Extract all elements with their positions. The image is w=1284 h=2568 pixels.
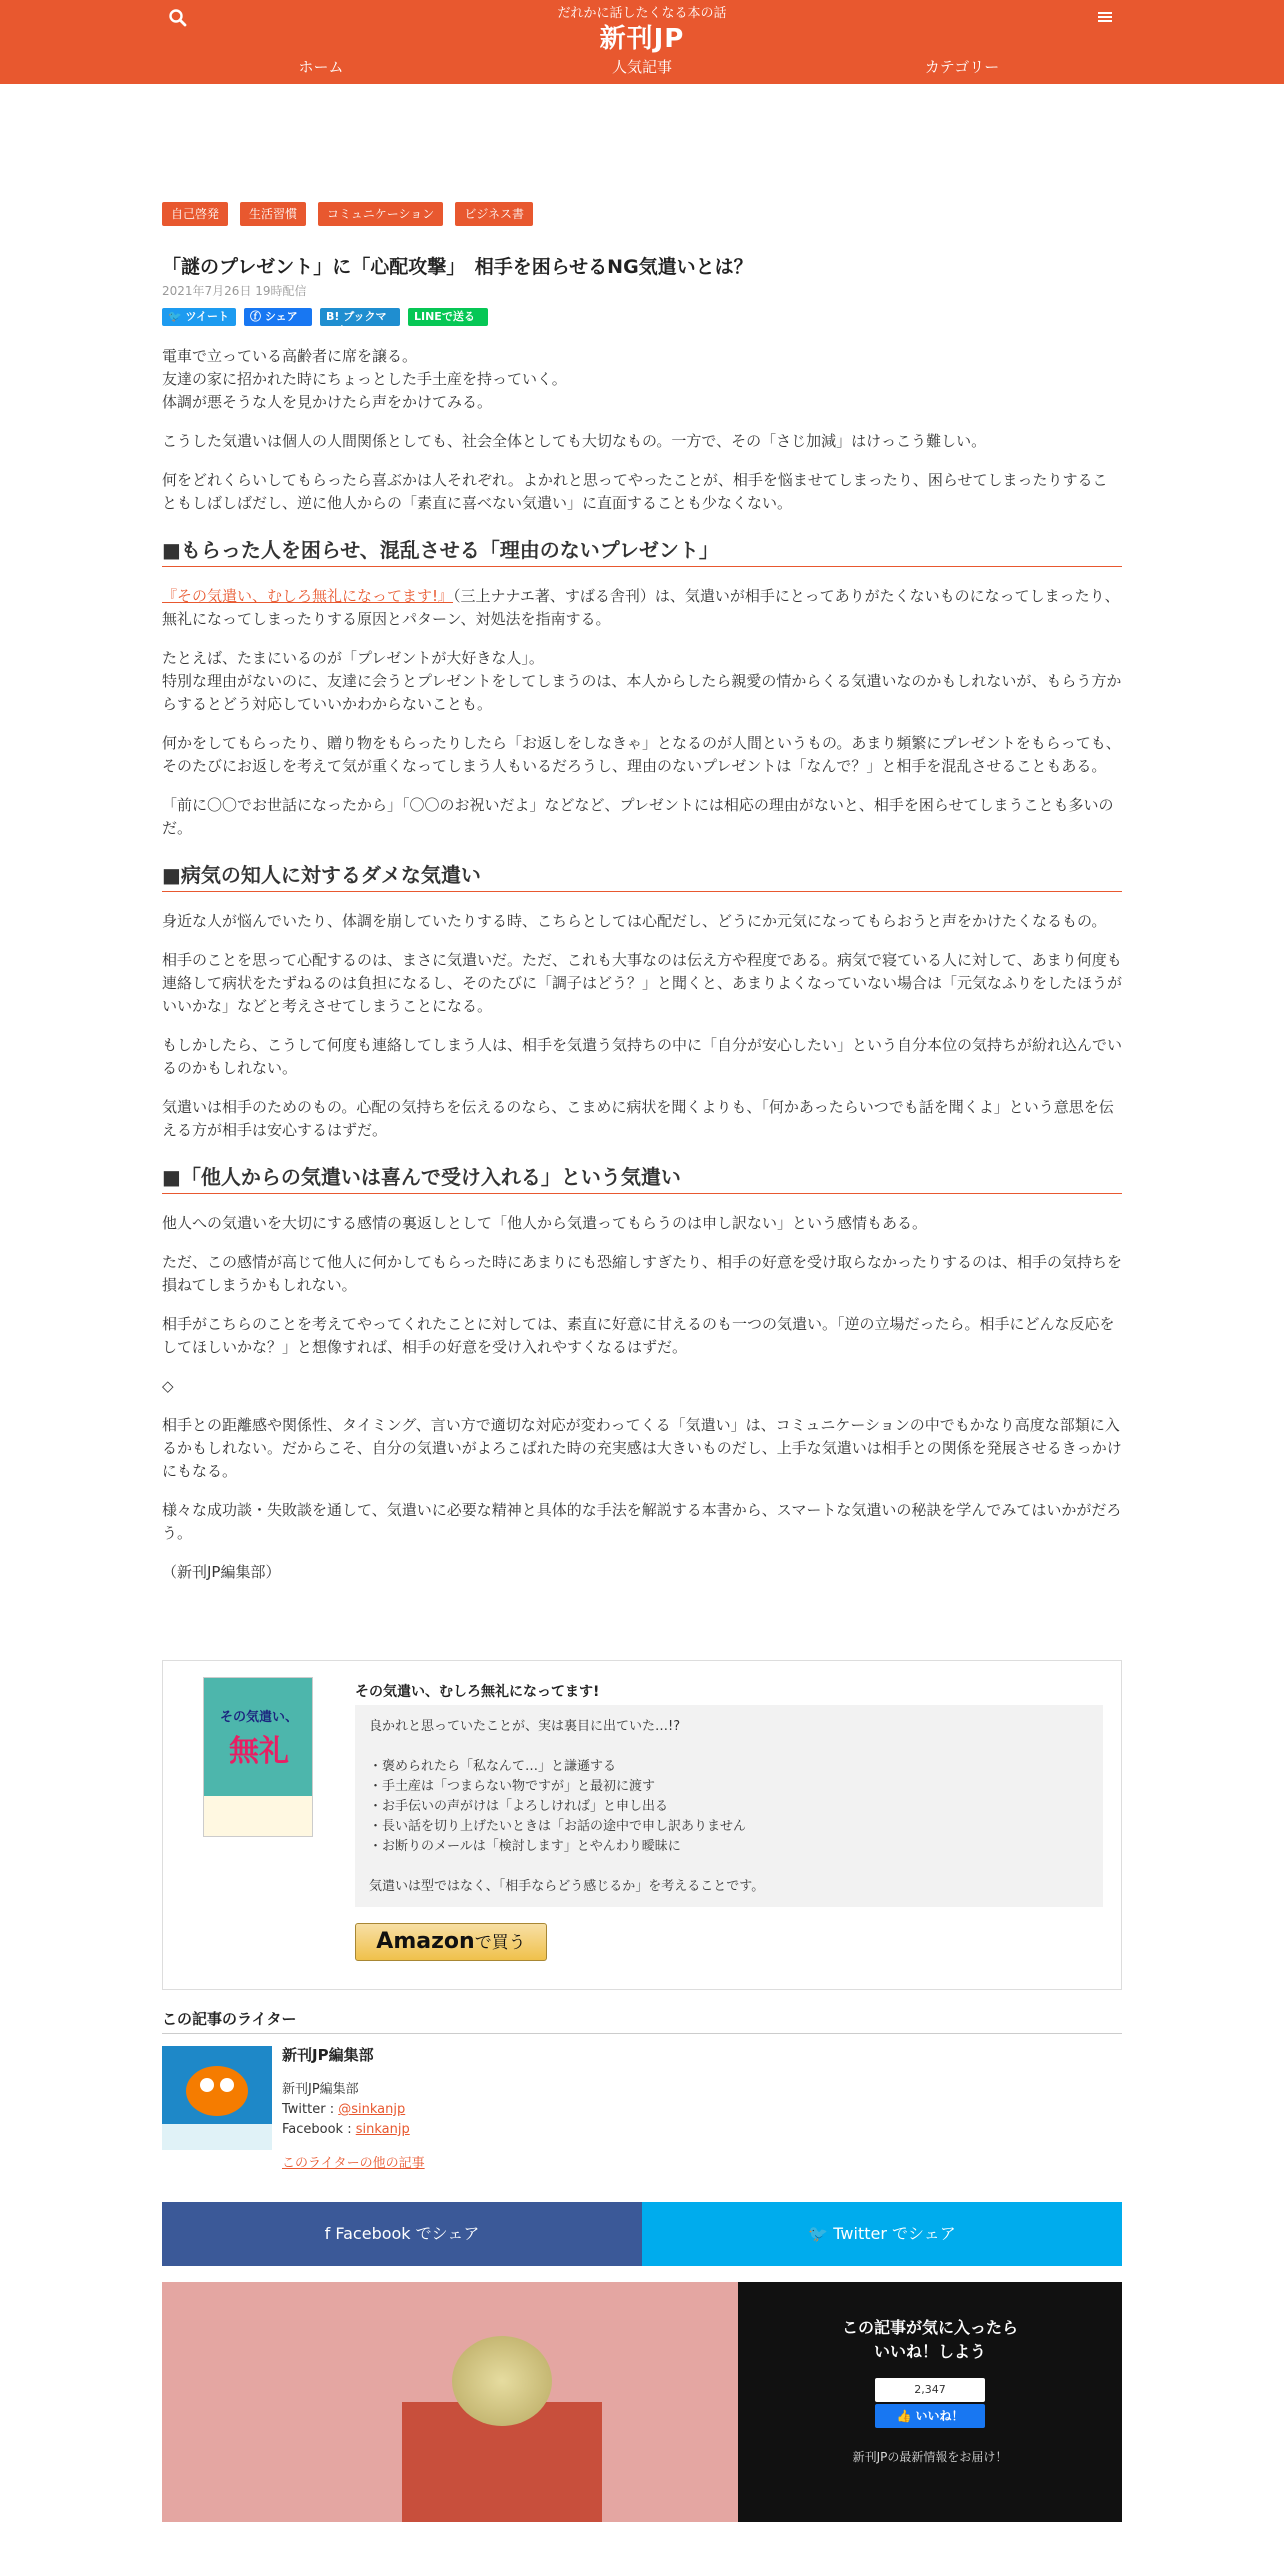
search-icon[interactable] — [168, 8, 188, 28]
writer-name: 新刊JP編集部 — [282, 2046, 374, 2064]
tag-communication[interactable]: コミュニケーション — [318, 202, 443, 226]
twitter-share-large-button[interactable]: 🐦 Twitter でシェア — [642, 2202, 1122, 2266]
writer-info: 新刊JP編集部 Twitter : @sinkanjp Facebook : sinkanjp — [282, 2082, 410, 2137]
paragraph: 気遣いは相手のためのもの。心配の気持ちを伝えるのなら、こまめに病状を聞くよりも、「何かあったらいつでも話を聞くよ」という意思を伝える方が相手は安心するはずだ。 — [162, 1098, 1114, 1139]
paragraph: 相手との距離感や関係性、タイミング、言い方で適切な対応が変わってくる「気遣い」は、コミュニケーションの中でもかなり高度な部類に入るかもしれない。だからこそ、自分の気遣いがよろこばれた時の充実感は大きいものだし、上手な気遣いは相手との関係を発展させるきっかけにもなる。 — [162, 1416, 1122, 1480]
facebook-share-button[interactable]: ⓕ シェア — [244, 308, 312, 326]
paragraph: もしかしたら、こうして何度も連絡してしまう人は、相手を気遣う気持ちの中に「自分が安心したい」という自分本位の気持ちが紛れ込んでいるのかもしれない。 — [162, 1036, 1123, 1077]
twitter-icon: 🐦 — [808, 2224, 829, 2243]
book-info-box — [162, 1660, 1122, 1990]
writer-heading: この記事のライター — [162, 2008, 1122, 2034]
like-note: 新刊JPの最新情報をお届け！ — [852, 2450, 1008, 2464]
section-heading: ■病気の知人に対するダメな気遣い — [162, 864, 1122, 892]
paragraph: 何をどれくらいしてもらったら喜ぶかは人それぞれ。よかれと思ってやったことが、相手を悩ませてしまったり、困らせてしまったりすることもしばしばだし、逆に他人からの「素直に喜べない気遣い」に直面することも少なくない。 — [162, 471, 1108, 512]
facebook-share-large-button[interactable]: f Facebook でシェア — [162, 2202, 642, 2266]
nav-category[interactable]: カテゴリー — [924, 58, 1000, 76]
paragraph: 相手のことを思って心配するのは、まさに気遣いだ。ただ、これも大事なのは伝え方や程度である。病気で寝ている人に対して、あまり何度も連絡して病状をたずねるのは負担になるし、そのたびに「調子はどう？」と聞くと、あまりよくなっていない場合は「元気なふりをしたほうがいいかな」などと考えさせてしまうことになる。 — [162, 951, 1123, 1015]
twitter-icon: 🐦 — [168, 310, 182, 323]
paragraph: こうした気遣いは個人の人間関係としても、社会全体としても大切なもの。一方で、その「さじ加減」はけっこう難しい。 — [162, 432, 987, 450]
facebook-icon: f — [324, 2224, 331, 2243]
main-nav — [0, 56, 1284, 80]
hamburger-menu-icon[interactable] — [1096, 9, 1114, 25]
amazon-buy-button[interactable]: Amazonで買う — [355, 1923, 547, 1961]
writer-facebook-link[interactable]: sinkanjp — [355, 2122, 410, 2137]
section-heading: ■「他人からの気遣いは喜んで受け入れる」という気遣い — [162, 1166, 1122, 1194]
nav-popular[interactable]: 人気記事 — [611, 58, 672, 76]
diamond-separator: ◇ — [162, 1377, 174, 1395]
writer-more-articles-link[interactable]: このライターの他の記事 — [282, 2156, 425, 2171]
article-credit: （新刊JP編集部） — [162, 1563, 281, 1581]
line-share-button[interactable]: LINEで送る — [408, 308, 488, 326]
tag-self-development[interactable]: 自己啓発 — [162, 202, 228, 226]
paragraph: 他人への気遣いを大切にする感情の裏返しとして「他人から気遣ってもらうのは申し訳ない」という感情もある。 — [162, 1214, 928, 1232]
book-cover-image[interactable]: その気遣い、 無礼 — [203, 1677, 313, 1837]
article-date: 2021年7月26日 19時配信 — [162, 284, 307, 298]
writer-avatar — [162, 2046, 272, 2150]
paragraph: 身近な人が悩んでいたり、体調を崩していたりする時、こちらとしては心配だし、どうにか元気になってもらおうと声をかけたくなるもの。 — [162, 912, 1107, 930]
paragraph: 相手がこちらのことを考えてやってくれたことに対しては、素直に好意に甘えるのも一つの気遣い。「逆の立場だったら。相手にどんな反応をしてほしいかな？」と想像すれば、相手の好意を受け入れやすくなるはずだ。 — [162, 1315, 1115, 1356]
facebook-icon: ⓕ — [250, 310, 261, 323]
tag-lifestyle[interactable]: 生活習慣 — [240, 202, 306, 226]
paragraph: たとえば、たまにいるのが「プレゼントが大好きな人」。 特別な理由がないのに、友達に会うとプレゼントをしてしまうのは、本人からしたら親愛の情からくる気遣いなのかもしれないが、もらう方からするとどう対応していいかわからないことも。 — [162, 649, 1122, 713]
like-count: 2,347 — [875, 2378, 985, 2402]
amazon-logo: Amazon — [376, 1929, 475, 1954]
paragraph: ただ、この感情が高じて他人に何かしてもらった時にあまりにも恐縮しすぎたり、相手の好意を受け取らなかったりするのは、相手の気持ちを損ねてしまうかもしれない。 — [162, 1253, 1123, 1294]
gift-image — [162, 2282, 738, 2522]
paragraph: 『その気遣い、むしろ無礼になってます!』（三上ナナエ著、すばる舎刊）は、気遣いが相手にとってありがたくないものになってしまったり、無礼になってしまったりする原因とパターン、対処法を指南する。 — [162, 587, 1120, 628]
intro-paragraph: 電車で立っている高齢者に席を譲る。 友達の家に招かれた時にちょっとした手土産を持っていく。 体調が悪そうな人を見かけたら声をかけてみる。 — [162, 347, 567, 411]
like-panel: この記事が気に入ったら いいね！しよう 2,347 👍 いいね！ 新刊JPの最新情報をお届け！ — [738, 2282, 1122, 2522]
writer-twitter-link[interactable]: @sinkanjp — [338, 2102, 406, 2117]
paragraph: 様々な成功談・失敗談を通して、気遣いに必要な精神と具体的な手法を解説する本書から、スマートな気遣いの秘訣を学んでみてはいかがだろう。 — [162, 1501, 1122, 1542]
paragraph: 「前に〇〇でお世話になったから」「〇〇のお祝いだよ」などなど、プレゼントには相応の理由がないと、相手を困らせてしまうことも多いのだ。 — [162, 796, 1114, 837]
paragraph: 何かをしてもらったり、贈り物をもらったりしたら「お返しをしなきゃ」となるのが人間というもの。あまり頻繁にプレゼントをもらっても、そのたびにお返しを考えて気が重くなってしまう人もいるだろうし、理由のないプレゼントは「なんで？」と相手を混乱させることもある。 — [162, 734, 1121, 775]
site-header — [0, 0, 1284, 84]
article-body — [162, 345, 1122, 1600]
site-logo[interactable]: 新刊JP — [599, 24, 685, 54]
share-buttons — [162, 308, 1122, 337]
section-heading: ■もらった人を困らせ、混乱させる「理由のないプレゼント」 — [162, 539, 1122, 567]
tag-business[interactable]: ビジネス書 — [455, 202, 533, 226]
book-link[interactable]: 『その気遣い、むしろ無礼になってます!』 — [162, 587, 454, 605]
article-tags — [162, 202, 1122, 228]
article-title: 「謎のプレゼント」に「心配攻撃」 相手を困らせるNG気遣いとは？ — [162, 256, 753, 278]
hatena-bookmark-button[interactable]: B! ブックマーク — [320, 308, 400, 326]
nav-home[interactable]: ホーム — [298, 58, 344, 76]
tweet-button[interactable]: 🐦 ツイート — [162, 308, 236, 326]
book-description: 良かれと思っていたことが、実は裏目に出ていた…!? ・褒められたら「私なんて…」と謙遜する ・手土産は「つまらない物ですが」と最初に渡す ・お手伝いの声がけは「よろしければ」と申し出る ・長い話を切り上げたいときは「お話の途中で申し訳ありません ・お断りのメールは「検討します」とやんわり曖昧に 気遣いは型ではなく、「相手ならどう感じるか」を考えることです。 — [355, 1705, 1103, 1907]
site-tagline: だれかに話したくなる本の話 — [557, 6, 727, 21]
book-title: その気遣い、むしろ無礼になってます! — [355, 1684, 600, 1700]
like-button[interactable]: 👍 いいね！ — [875, 2404, 985, 2428]
